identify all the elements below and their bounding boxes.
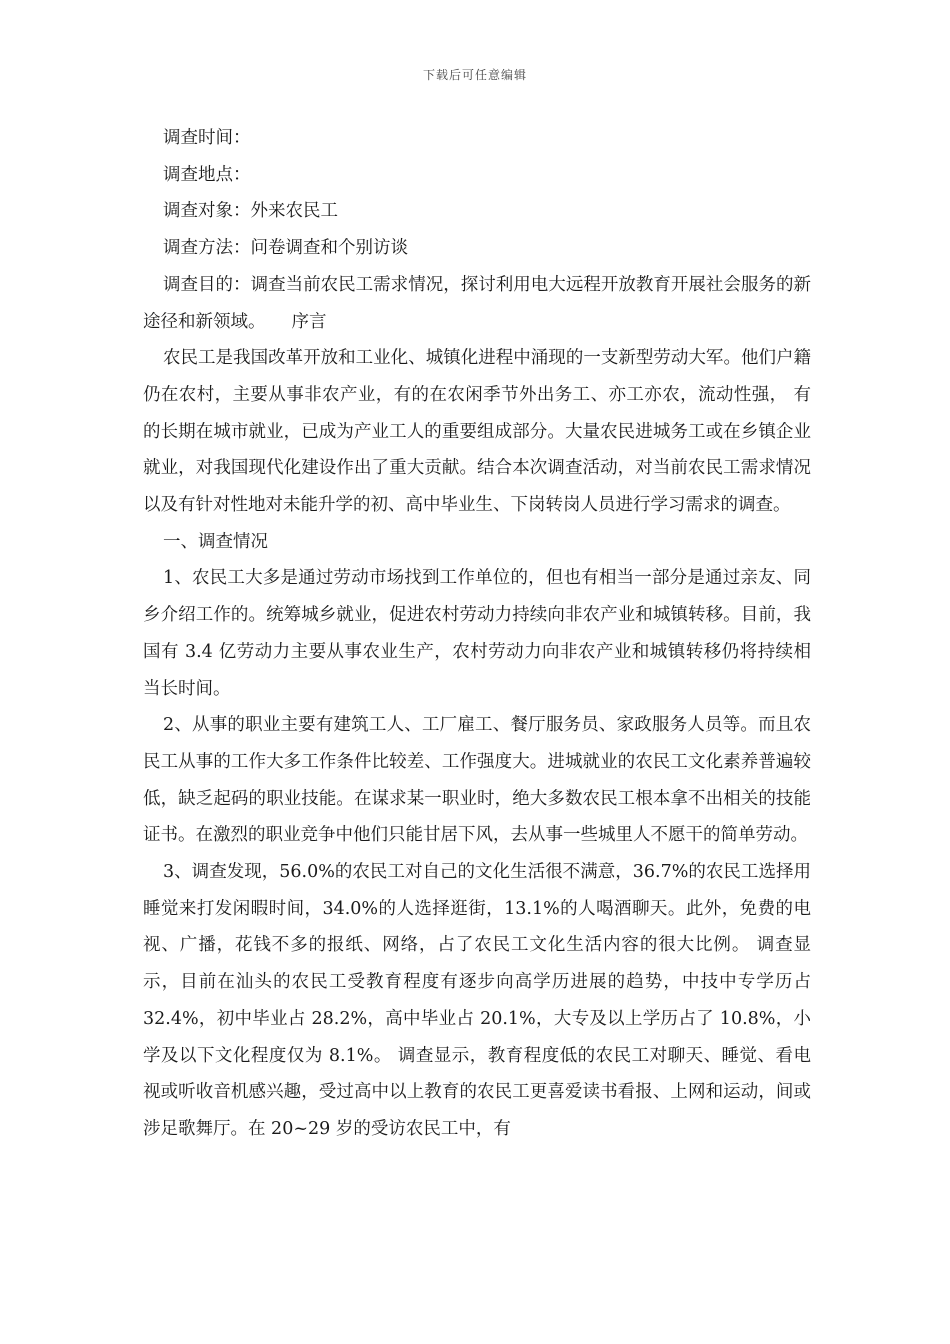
survey-purpose-paragraph	[143, 267, 811, 340]
intro-paragraph: 农民工是我国改革开放和工业化、城镇化进程中涌现的一支新型劳动大军。他们户籍仍在农村，主要从事非农产业，有的在农闲季节外出务工、亦工亦农，流动性强， 有的长期在城市就业，已成为产业工人的重要组成部分。大量农民进城务工或在乡镇企业就业，对我国现代化建设作出了重大贡献。结合本次调查活动，对当前农民工需求情况以及有针对性地对未能升学的初、高中毕业生、下岗转岗人员进行学习需求的调查。	[143, 348, 811, 516]
document-body	[143, 120, 811, 1148]
item-2-paragraph: 2、从事的职业主要有建筑工人、工厂雇工、餐厅服务员、家政服务人员等。而且农民工从事的工作大多工作条件比较差、工作强度大。进城就业的农民工文化素养普遍较低，缺乏起码的职业技能。在谋求某一职业时，绝大多数农民工根本拿不出相关的技能证书。在激烈的职业竞争中他们只能甘居下风，去从事一些城里人不愿干的简单劳动。	[143, 715, 811, 846]
survey-time: 调查时间：	[163, 128, 251, 148]
item-1-paragraph: 1、农民工大多是通过劳动市场找到工作单位的，但也有相当一部分是通过亲友、同乡介绍工作的。统筹城乡就业，促进农村劳动力持续向非农产业和城镇转移。目前，我国有 3.4 亿劳动力主要从事农业生产，农村劳动力向非农产业和城镇转移仍将持续相当长时间。	[143, 568, 811, 699]
page-header-note: 下载后可任意编辑	[422, 68, 527, 82]
item-3-paragraph: 3、调查发现，56.0%的农民工对自己的文化生活很不满意，36.7%的农民工选择用睡觉来打发闲暇时间，34.0%的人选择逛街，13.1%的人喝酒聊天。此外，免费的电视、广播，花钱不多的报纸、网络，占了农民工文化生活内容的很大比例。 调查显示，目前在汕头的农民工受教育程度有逐步向高学历进展的趋势，中技中专学历占 32.4%，初中毕业占 28.2%，高中毕业占 20.1%，大专及以上学历占了 10.8%，小学及以下文化程度仅为 8.1%。 调查显示，教育程度低的农民工对聊天、睡觉、看电视或听收音机感兴趣，受过高中以上教育的农民工更喜爱读书看报、上网和运动，间或涉足歌舞厅。在 20~29 岁的受访农民工中，有	[143, 862, 811, 1139]
survey-subject: 调查对象：外来农民工	[163, 201, 338, 222]
section-title-survey-situation: 一、调查情况	[163, 531, 268, 552]
preface-label: 序言	[291, 311, 327, 332]
survey-method: 调查方法：问卷调查和个别访谈	[163, 238, 408, 259]
survey-place: 调查地点：	[163, 164, 251, 185]
survey-purpose: 调查目的：调查当前农民工需求情况，探讨利用电大远程开放教育开展社会服务的新途径和新领域。	[143, 274, 811, 332]
